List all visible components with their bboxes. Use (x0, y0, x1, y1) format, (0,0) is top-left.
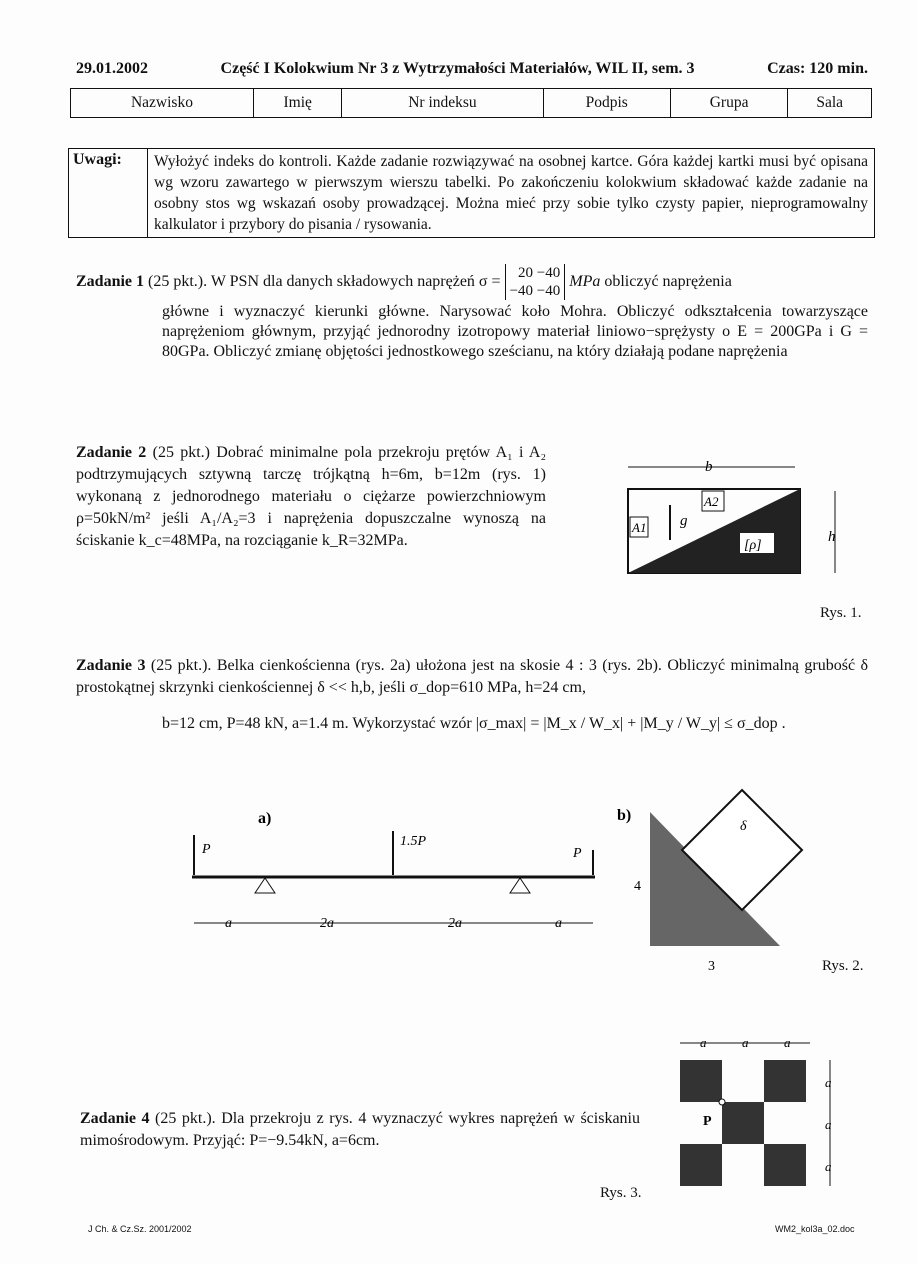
figure-2a (180, 805, 610, 945)
stress-matrix (505, 264, 566, 300)
figure-3-caption: Rys. 3. (600, 1185, 642, 1201)
label-rho: [ρ] (744, 538, 762, 553)
label-a1: A1 (632, 520, 647, 535)
task1-unit: MPa (569, 273, 601, 290)
label-g: g (680, 513, 688, 529)
task2-body: Dobrać minimalne pola przekroju prętów A₁ i A₂ podtrzymujących sztywną tarczę trójkątną h=6m, b=12m (rys. 1) wykonaną z jednorodnego materiału o ciężarze powierzchniowym ρ=50kN/m² jeśli A₁/A₂=3 i naprężenia dopuszczalne wynoszą na ściskanie k_c=48MPa, na rozciąganie k_R=32MPa. (76, 444, 547, 549)
figure-1-caption: Rys. 1. (820, 605, 862, 621)
figure-2b (612, 770, 812, 980)
matrix-row: 20 −40 (518, 265, 561, 282)
notes-label: Uwagi: (69, 149, 148, 237)
task1-after: obliczyć naprężenia (604, 273, 732, 290)
label-3: 3 (708, 959, 715, 974)
dim-a: a (225, 916, 232, 931)
label-p-left: P (202, 842, 211, 857)
label-delta: δ (740, 819, 747, 834)
fig-2a-label: a) (258, 810, 272, 827)
task-2 (76, 442, 546, 552)
task1-title: Zadanie 1 (76, 273, 145, 290)
dim-a: a (784, 1035, 791, 1050)
matrix-row: −40 −40 (509, 283, 561, 300)
exam-title: Część I Kolokwium Nr 3 z Wytrzymałości Materiałów, WIL II, sem. 3 (220, 60, 695, 77)
col-index: Nr indeksu (342, 89, 543, 118)
label-b: b (705, 459, 713, 475)
figure-2-caption: Rys. 2. (822, 958, 864, 974)
footer-left: J Ch. & Cz.Sz. 2001/2002 (88, 1224, 192, 1234)
dim-2a: 2a (320, 916, 334, 931)
notes-text: Wyłożyć indeks do kontroli. Każde zadanie rozwiązywać na osobnej kartce. Góra każdej kartki musi być opisana wg wzoru zawartego w pierwszym wierszu tabelki. Po zakończeniu kolokwium składować każde zadanie na osobny stos wg wskazań osoby prowadzącej. Można mieć przy sobie tylko czysty papier, nieprogramowalny kalkulator i przybory do pisania / rysowania. (154, 153, 868, 233)
date: 29.01.2002 (76, 60, 148, 77)
col-grupa: Grupa (670, 89, 788, 118)
label-a2: A2 (704, 494, 719, 509)
load-point (719, 1099, 725, 1105)
notes-box (68, 148, 875, 238)
task4-points: (25 pkt.). (155, 1110, 216, 1127)
task-3 (76, 655, 868, 735)
task3-body2: b=12 cm, P=48 kN, a=1.4 m. Wykorzystać wzór |σ_max| = |M_x / W_x| + |M_y / W_y| ≤ σ_dop . (162, 715, 786, 732)
label-4: 4 (634, 879, 641, 894)
task3-body1: Belka cienkościenna (rys. 2a) ułożona jest na skosie 4 : 3 (rys. 2b). Obliczyć minimalną grubość δ prostokątnej skrzynki cienkościennej δ << h,b, jeśli σ_dop=610 MPa, h=24 cm, (76, 657, 869, 696)
student-info-table (70, 88, 872, 118)
footer-right: WM2_kol3a_02.doc (775, 1224, 855, 1234)
task3-points: (25 pkt.). (150, 657, 212, 674)
task4-body: Dla przekroju z rys. 4 wyznaczyć wykres naprężeń w ściskaniu mimośrodowym. Przyjąć: P=−9.54kN, a=6cm. (80, 1110, 640, 1149)
dim-a: a (555, 916, 562, 931)
dim-2a: 2a (448, 916, 462, 931)
label-h: h (828, 529, 836, 545)
task2-points: (25 pkt.) (152, 444, 210, 461)
support-left (255, 878, 275, 893)
dim-a: a (700, 1035, 707, 1050)
dim-a: a (742, 1035, 749, 1050)
task-1 (76, 262, 868, 362)
task1-body: główne i wyznaczyć kierunki główne. Narysować koło Mohra. Obliczyć odkształcenia towarzyszące naprężeniom głównym, przyjąć jednorodny izotropowy materiał liniowo−sprężysty o E = 200GPa i G = 80GPa. Obliczyć zmianę objętości jednostkowego sześcianu, na który działają podane naprężenia (162, 303, 868, 360)
task1-intro: W PSN dla danych składowych naprężeń σ = (210, 273, 501, 290)
fig-2b-label: b) (617, 807, 632, 824)
figure-1 (610, 455, 850, 625)
cross-section (680, 1060, 806, 1186)
label-p: P (703, 1114, 712, 1129)
col-nazwisko: Nazwisko (71, 89, 254, 118)
label-1-5p: 1.5P (400, 834, 427, 849)
figure-3 (675, 1035, 850, 1195)
dim-a: a (825, 1075, 832, 1090)
time-limit: Czas: 120 min. (767, 60, 868, 77)
task4-title: Zadanie 4 (80, 1110, 150, 1127)
task2-title: Zadanie 2 (76, 444, 147, 461)
col-imie: Imię (253, 89, 341, 118)
col-podpis: Podpis (543, 89, 670, 118)
dim-a: a (825, 1159, 832, 1174)
task-4 (80, 1108, 640, 1152)
task1-points: (25 pkt.). (148, 273, 208, 290)
task3-title: Zadanie 3 (76, 657, 146, 674)
label-p-right: P (573, 846, 582, 861)
col-sala: Sala (788, 89, 872, 118)
dim-a: a (825, 1117, 832, 1132)
support-right (510, 878, 530, 893)
header (76, 60, 868, 78)
